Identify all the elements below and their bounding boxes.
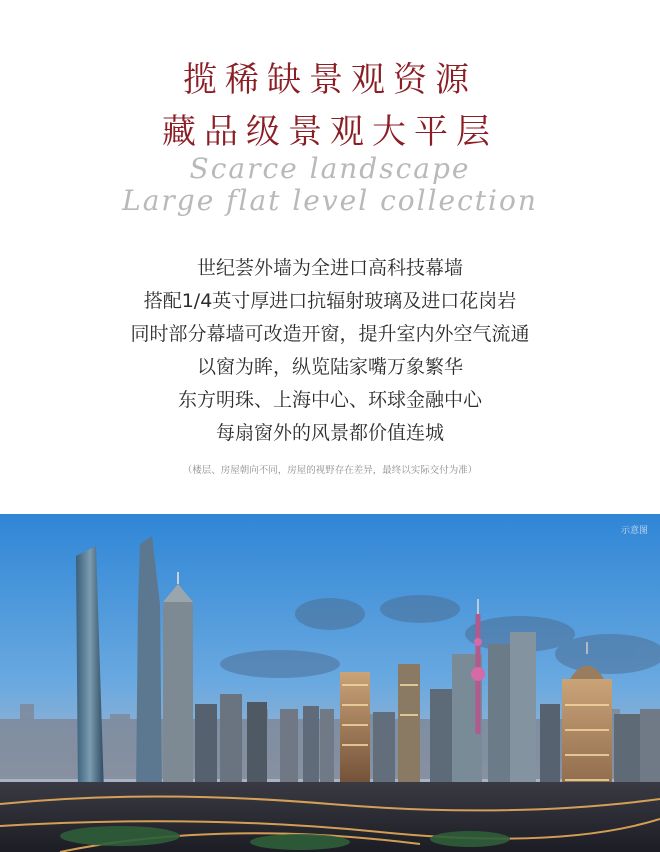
- description-line: 每扇窗外的风景都价值连城: [215, 422, 444, 444]
- city-skyline-photo: [0, 514, 660, 852]
- headline-line-1: 揽稀缺景观资源: [183, 60, 477, 100]
- description-block: [0, 252, 660, 450]
- disclaimer-note: （楼层、房屋朝向不同，房屋的视野存在差异，最终以实际交付为准）: [182, 465, 478, 476]
- illustration-tag: 示意图: [620, 526, 648, 536]
- english-subtitle-line-1: Scarce landscape: [189, 152, 471, 185]
- description-line: 世纪荟外墙为全进口高科技幕墙: [196, 257, 463, 279]
- tower-jinmao: [163, 572, 193, 794]
- description-line: 同时部分幕墙可改造开窗，提升室内外空气流通: [130, 323, 530, 345]
- english-subtitle-line-2: Large flat level collection: [122, 184, 538, 217]
- description-line: 东方明珠、上海中心、环球金融中心: [177, 389, 482, 411]
- description-line: 以窗为眸，纵览陆家嘴万象繁华: [196, 356, 463, 378]
- description-line: 搭配1/4英寸厚进口抗辐射玻璃及进口花岗岩: [143, 290, 517, 312]
- headline-line-2: 藏品级景观大平层: [162, 112, 498, 152]
- skyline-illustration: [0, 514, 660, 852]
